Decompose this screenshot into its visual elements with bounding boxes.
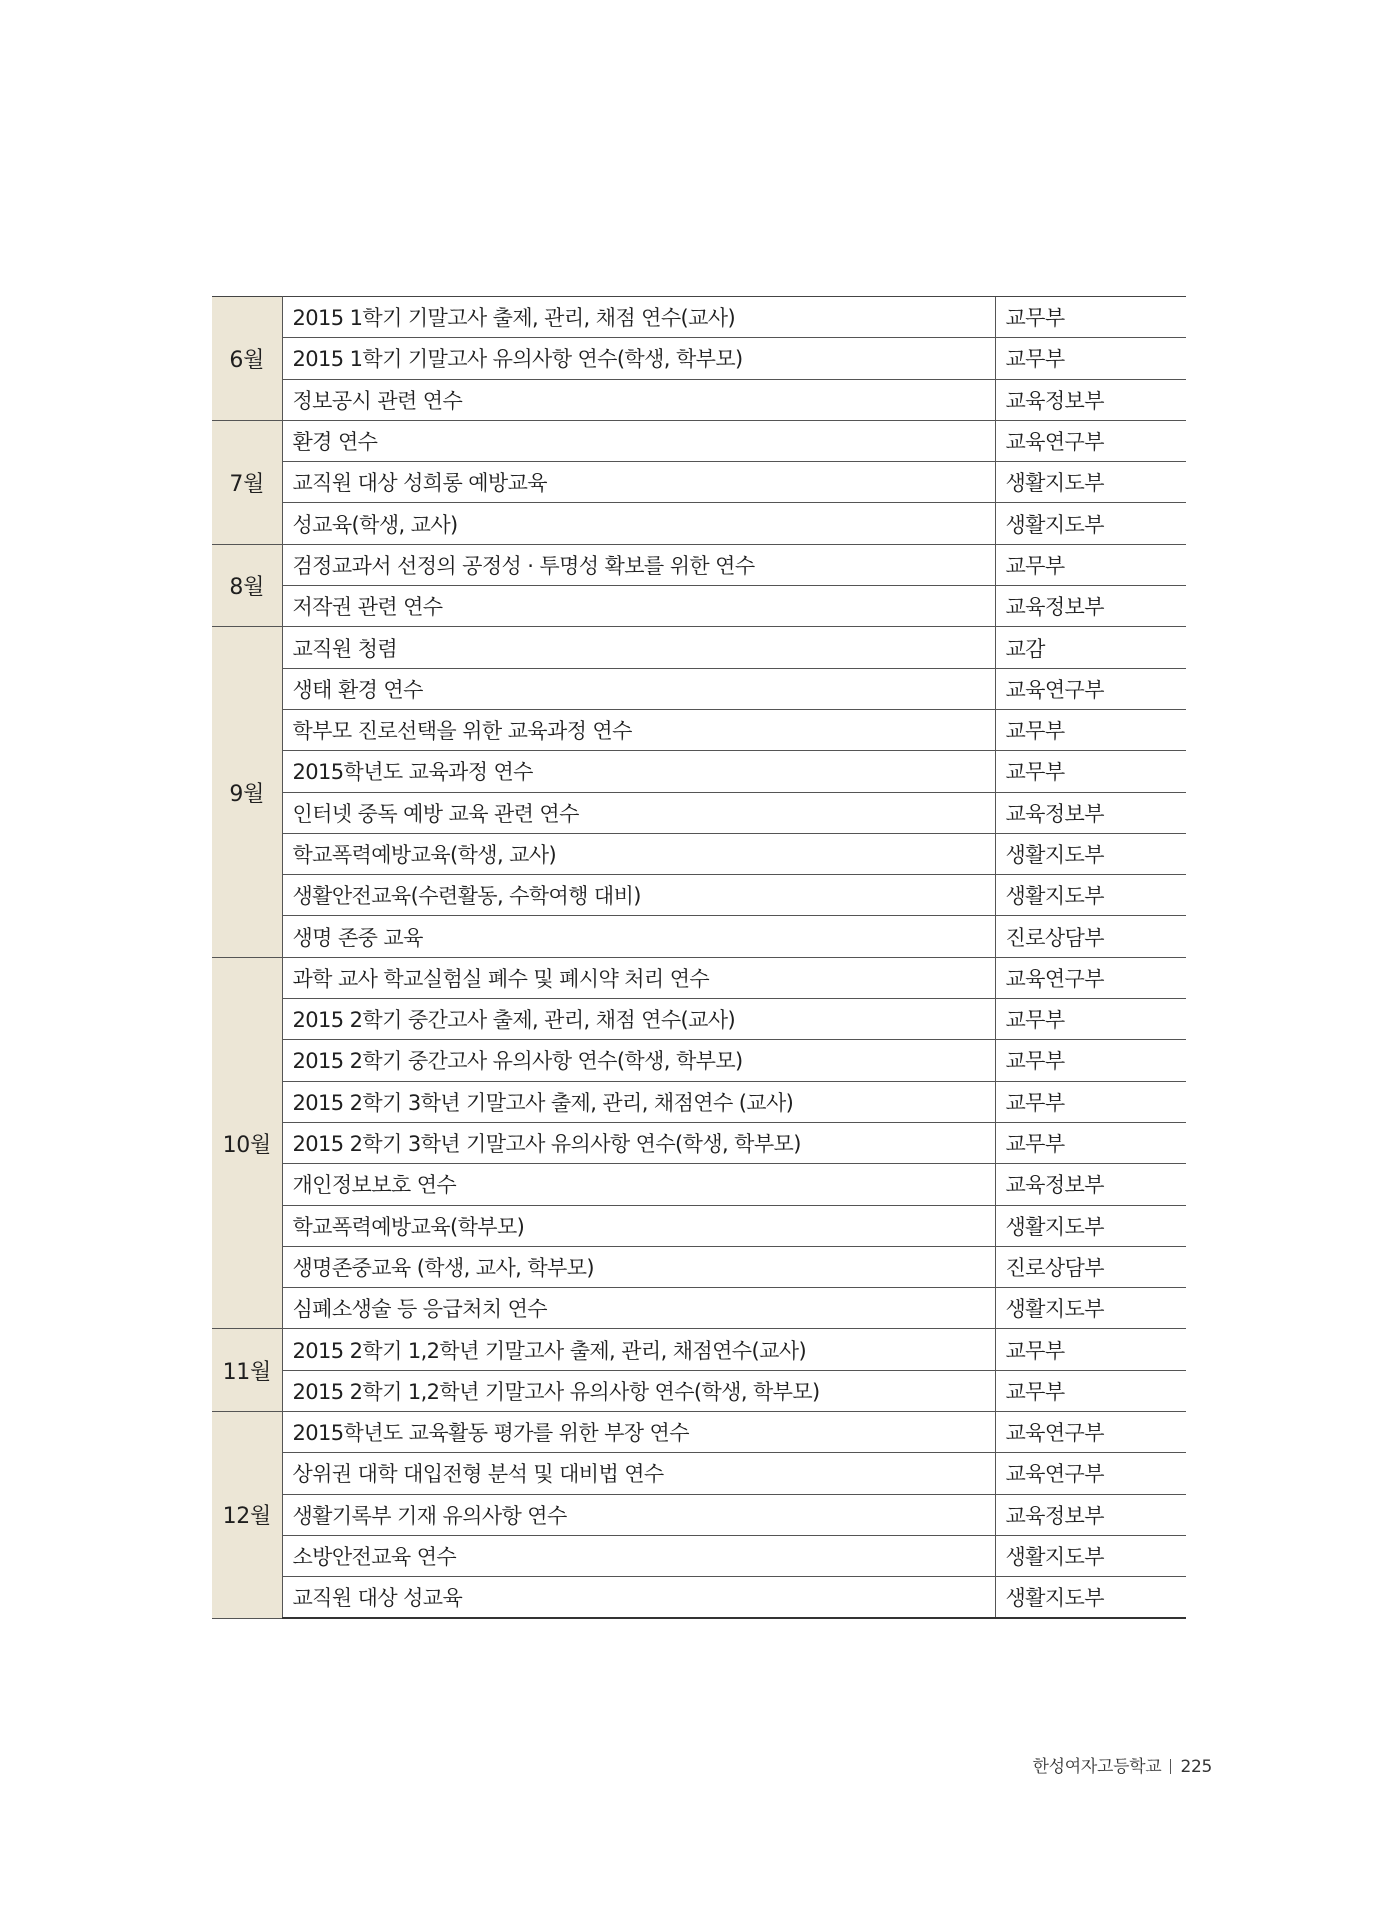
table-row xyxy=(212,420,1186,461)
month-cell: 12월 xyxy=(212,1412,282,1618)
table-row xyxy=(212,1122,1186,1163)
table-row xyxy=(212,1535,1186,1576)
table-row xyxy=(212,751,1186,792)
table-row xyxy=(212,544,1186,585)
table-row xyxy=(212,1370,1186,1411)
month-cell: 8월 xyxy=(212,544,282,627)
table-row xyxy=(212,999,1186,1040)
table-row xyxy=(212,1246,1186,1287)
training-item-cell: 학교폭력예방교육(학생, 교사) xyxy=(282,833,995,874)
department-cell: 교무부 xyxy=(995,1122,1186,1163)
table-row xyxy=(212,338,1186,379)
training-item-cell: 2015 2학기 3학년 기말고사 출제, 관리, 채점연수 (교사) xyxy=(282,1081,995,1122)
department-cell: 교무부 xyxy=(995,751,1186,792)
training-item-cell: 2015학년도 교육과정 연수 xyxy=(282,751,995,792)
department-cell: 생활지도부 xyxy=(995,833,1186,874)
training-item-cell: 2015 2학기 1,2학년 기말고사 유의사항 연수(학생, 학부모) xyxy=(282,1370,995,1411)
department-cell: 교무부 xyxy=(995,544,1186,585)
table-row xyxy=(212,833,1186,874)
month-cell: 6월 xyxy=(212,297,282,421)
training-schedule-table xyxy=(212,296,1186,1619)
department-cell: 생활지도부 xyxy=(995,1288,1186,1329)
department-cell: 교육정보부 xyxy=(995,586,1186,627)
department-cell: 진로상담부 xyxy=(995,1246,1186,1287)
month-cell: 9월 xyxy=(212,627,282,957)
department-cell: 교육연구부 xyxy=(995,668,1186,709)
month-cell: 10월 xyxy=(212,957,282,1329)
training-item-cell: 생활기록부 기재 유의사항 연수 xyxy=(282,1494,995,1535)
table-row xyxy=(212,1288,1186,1329)
month-cell: 11월 xyxy=(212,1329,282,1412)
table-row xyxy=(212,709,1186,750)
footer-page-number: 225 xyxy=(1180,1757,1212,1777)
table-row xyxy=(212,1164,1186,1205)
training-item-cell: 과학 교사 학교실험실 폐수 및 폐시약 처리 연수 xyxy=(282,957,995,998)
training-item-cell: 생활안전교육(수련활동, 수학여행 대비) xyxy=(282,875,995,916)
training-item-cell: 저작권 관련 연수 xyxy=(282,586,995,627)
table-row xyxy=(212,957,1186,998)
table-row xyxy=(212,297,1186,338)
table-row xyxy=(212,792,1186,833)
table-row xyxy=(212,1494,1186,1535)
table-row xyxy=(212,1205,1186,1246)
training-item-cell: 2015 2학기 3학년 기말고사 유의사항 연수(학생, 학부모) xyxy=(282,1122,995,1163)
department-cell: 생활지도부 xyxy=(995,1205,1186,1246)
department-cell: 교육정보부 xyxy=(995,792,1186,833)
department-cell: 교육연구부 xyxy=(995,420,1186,461)
table-row xyxy=(212,1040,1186,1081)
table-row xyxy=(212,586,1186,627)
table-row xyxy=(212,627,1186,668)
table-row xyxy=(212,668,1186,709)
table-row xyxy=(212,1453,1186,1494)
department-cell: 교무부 xyxy=(995,338,1186,379)
table-row xyxy=(212,379,1186,420)
training-item-cell: 개인정보보호 연수 xyxy=(282,1164,995,1205)
training-item-cell: 생명 존중 교육 xyxy=(282,916,995,957)
table-row xyxy=(212,1412,1186,1453)
table-row xyxy=(212,1081,1186,1122)
department-cell: 교무부 xyxy=(995,709,1186,750)
training-item-cell: 검정교과서 선정의 공정성 · 투명성 확보를 위한 연수 xyxy=(282,544,995,585)
training-item-cell: 상위권 대학 대입전형 분석 및 대비법 연수 xyxy=(282,1453,995,1494)
schedule-table-body xyxy=(212,297,1186,1619)
page-footer xyxy=(1032,1752,1212,1777)
training-item-cell: 2015 1학기 기말고사 출제, 관리, 채점 연수(교사) xyxy=(282,297,995,338)
training-item-cell: 2015 2학기 1,2학년 기말고사 출제, 관리, 채점연수(교사) xyxy=(282,1329,995,1370)
training-item-cell: 교직원 청렴 xyxy=(282,627,995,668)
department-cell: 진로상담부 xyxy=(995,916,1186,957)
department-cell: 교무부 xyxy=(995,1040,1186,1081)
department-cell: 교육연구부 xyxy=(995,957,1186,998)
department-cell: 교무부 xyxy=(995,1081,1186,1122)
training-item-cell: 생태 환경 연수 xyxy=(282,668,995,709)
table-row xyxy=(212,1329,1186,1370)
department-cell: 생활지도부 xyxy=(995,875,1186,916)
table-row xyxy=(212,503,1186,544)
table-row xyxy=(212,916,1186,957)
training-item-cell: 정보공시 관련 연수 xyxy=(282,379,995,420)
training-item-cell: 교직원 대상 성교육 xyxy=(282,1577,995,1618)
department-cell: 교무부 xyxy=(995,999,1186,1040)
table-row xyxy=(212,462,1186,503)
department-cell: 생활지도부 xyxy=(995,1577,1186,1618)
training-item-cell: 2015 2학기 중간고사 출제, 관리, 채점 연수(교사) xyxy=(282,999,995,1040)
training-item-cell: 학부모 진로선택을 위한 교육과정 연수 xyxy=(282,709,995,750)
department-cell: 교무부 xyxy=(995,1370,1186,1411)
training-item-cell: 성교육(학생, 교사) xyxy=(282,503,995,544)
training-item-cell: 인터넷 중독 예방 교육 관련 연수 xyxy=(282,792,995,833)
footer-divider xyxy=(1170,1759,1171,1774)
department-cell: 생활지도부 xyxy=(995,462,1186,503)
department-cell: 교무부 xyxy=(995,297,1186,338)
department-cell: 교무부 xyxy=(995,1329,1186,1370)
training-item-cell: 심폐소생술 등 응급처치 연수 xyxy=(282,1288,995,1329)
table-row xyxy=(212,1577,1186,1618)
department-cell: 교육정보부 xyxy=(995,1164,1186,1205)
training-item-cell: 2015 1학기 기말고사 유의사항 연수(학생, 학부모) xyxy=(282,338,995,379)
training-item-cell: 소방안전교육 연수 xyxy=(282,1535,995,1576)
department-cell: 교육연구부 xyxy=(995,1453,1186,1494)
table-row xyxy=(212,875,1186,916)
training-item-cell: 학교폭력예방교육(학부모) xyxy=(282,1205,995,1246)
training-item-cell: 교직원 대상 성희롱 예방교육 xyxy=(282,462,995,503)
training-item-cell: 생명존중교육 (학생, 교사, 학부모) xyxy=(282,1246,995,1287)
month-cell: 7월 xyxy=(212,420,282,544)
training-item-cell: 2015 2학기 중간고사 유의사항 연수(학생, 학부모) xyxy=(282,1040,995,1081)
department-cell: 교육정보부 xyxy=(995,379,1186,420)
department-cell: 교육정보부 xyxy=(995,1494,1186,1535)
department-cell: 생활지도부 xyxy=(995,503,1186,544)
training-item-cell: 2015학년도 교육활동 평가를 위한 부장 연수 xyxy=(282,1412,995,1453)
department-cell: 교육연구부 xyxy=(995,1412,1186,1453)
footer-school-name: 한성여자고등학교 xyxy=(1032,1757,1162,1777)
training-item-cell: 환경 연수 xyxy=(282,420,995,461)
department-cell: 생활지도부 xyxy=(995,1535,1186,1576)
department-cell: 교감 xyxy=(995,627,1186,668)
